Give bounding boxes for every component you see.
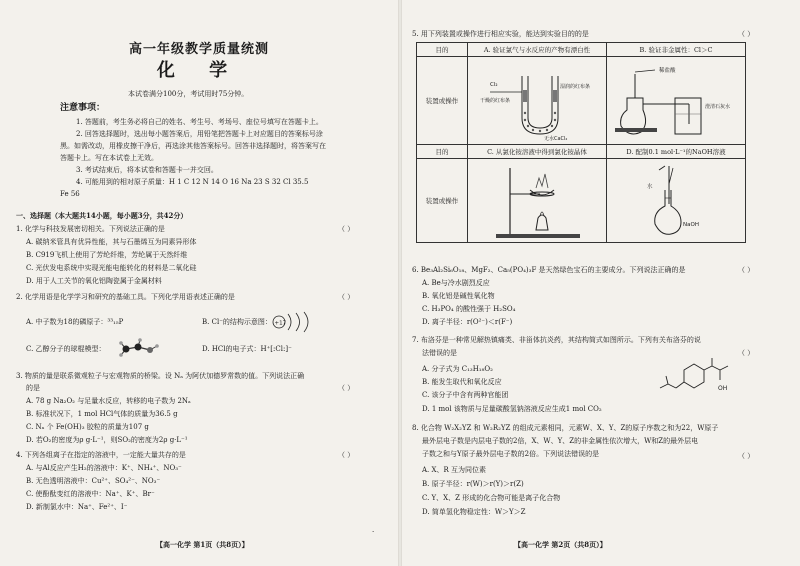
q5-option-a: A. 验证氯气与水反应的产物有漂白性 [468,43,607,57]
row-label-purpose: 目的 [417,145,468,159]
exam-title: 高一年级教学质量统测 [128,42,269,57]
page-footer-left: 【高一化学 第1页（共8页）】 [156,540,249,549]
q3-stem-cont: 的是 [26,384,40,392]
q4-option-a: A. 与Al反应产生H₂的溶液中：K⁺、NH₄⁺、NO₃⁻ [26,464,182,472]
q7-stem-cont: 法错误的是 [422,349,457,357]
q6-stem: 6. Be₃Al₂Si₆O₁₈、MgF₂、Ca₅(PO₄)₃F 是天然绿色宝石的主要成分。下列说法正确的是 [412,266,686,274]
q4-option-d: D. 新制氯水中：Na⁺、Fe²⁺、I⁻ [26,503,128,511]
q2-stem: 2. 化学用语是化学学习和研究的基础工具。下列化学用语表述正确的是 [16,293,235,301]
q7-option-d: D. 1 mol 该物质与足量碳酸氢钠溶液反应生成1 mol CO₂ [422,405,602,413]
volumetric-flask-apparatus [609,160,743,240]
q7-answer-paren[interactable]: （ ） [738,349,755,357]
q5-stem: 5. 用下列装置或操作进行相应实验，能达到实验目的的是 [412,30,589,38]
u-tube-apparatus [470,58,604,142]
q7-stem: 7. 布洛芬是一种常见解热镇痛类、非甾体抗炎药，其结构简式如图所示。下列有关布洛芬的说 [412,336,701,344]
chlorine-ion-diagram [270,311,322,333]
q6-option-b: B. 氧化铝是碱性氧化物 [422,292,495,300]
q1-option-b: B. C919飞机上使用了芳纶纤维，芳纶属于天然纤维 [26,251,188,259]
q1-option-d: D. 用于人工关节的氧化铝陶瓷属于金属材料 [26,277,162,285]
q6-answer-paren[interactable]: （ ） [738,266,755,274]
q8-stem-line2: 最外层电子数是内层电子数的2倍，X、W、Y、Z的非金属性依次增大，W和Z的最外层电 [422,437,699,445]
q8-answer-paren[interactable]: （ ） [738,452,755,460]
page-2 [402,0,800,566]
q4-option-c: C. 使酚酞变红的溶液中：Na⁺、K⁺、Br⁻ [26,490,155,498]
q4-answer-paren[interactable]: （ ） [338,451,355,459]
note-line: 4. 可能用到的相对原子质量：H 1 C 12 N 14 O 16 Na 23 S 32 Cl 35.5 [76,178,309,186]
q6-option-d: D. 离子半径：r(O²⁻)＜r(F⁻) [422,318,513,326]
q1-stem: 1. 化学与科技发展密切相关。下列说法正确的是 [16,225,165,233]
dry-cloth-label: 干燥的红布条 [480,97,511,104]
q2-option-d: D. HCl的电子式：H⁺[:Cl:]⁻ [202,345,292,353]
ibuprofen-structure [654,358,738,398]
ethanol-ball-stick-model [118,338,162,358]
q8-option-a: A. X、R 互为同位素 [422,466,486,474]
note-line: 1. 答题前，考生务必将自己的姓名、考生号、考场号、座位号填写在答题卡上。 [76,118,323,126]
q5-apparatus-a [468,57,607,145]
q8-stem-line1: 8. 化合物 W₂X₂YZ 和 W₂R₂YZ 的组成元素相同，元素W、X、Y、Z的原子序数之和为22，W原子 [412,424,719,432]
q2-option-c: C. 乙醇分子的球棍模型： [26,345,106,353]
q4-option-b: B. 无色透明溶液中：Cu²⁺、SO₄²⁻、NO₃⁻ [26,477,161,485]
q2-option-b: B. Cl⁻的结构示意图： [202,318,272,326]
q8-stem-line3: 子数之和与Y原子最外层电子数的2倍。下列说法错误的是 [422,450,600,458]
water-label: 水 [647,183,653,190]
q6-option-a: A. Be与冷水剧烈反应 [422,279,490,287]
q1-answer-paren[interactable]: （ ） [338,225,355,233]
wet-cloth-label: 湿润的红布条 [560,83,591,90]
q8-option-c: C. Y、X、Z 形成的化合物可能是离子化合物 [422,494,561,502]
section-heading: 一、选择题（本大题共14小题，每小题3分，共42分） [16,211,188,220]
row-label-purpose: 目的 [417,43,468,57]
svg-text:+17: +17 [274,320,287,327]
q5-option-d: D. 配制0.1 mol·L⁻¹的NaOH溶液 [607,145,746,159]
oh-label: OH [718,385,728,392]
q5-apparatus-b [607,57,746,145]
q3-option-d: D. 若O₂的密度为ρ g·L⁻¹，则SO₂的密度为2ρ g·L⁻¹ [26,436,188,444]
q8-option-b: B. 原子半径：r(W)＞r(Y)＞r(Z) [422,480,524,488]
subject-title: 化 学 [156,60,242,81]
row-label-setup: 装置或操作 [417,57,468,145]
hcl-label: 稀盐酸 [659,67,676,74]
q5-option-c: C. 从氯化铵溶液中得到氯化铵晶体 [468,145,607,159]
q5-experiment-table [416,42,746,243]
q2-option-a: A. 中子数为18的磷原子：³³₁₅P [26,318,124,326]
q3-answer-paren[interactable]: （ ） [338,384,355,392]
page-1 [0,0,398,566]
q2-answer-paren[interactable]: （ ） [338,293,355,301]
q3-option-a: A. 78 g Na₂O₂ 与足量水反应，转移的电子数为 2Nₐ [26,397,191,405]
q7-option-a: A. 分子式为 C₁₃H₁₈O₂ [422,365,493,373]
note-line: 答题卡上。写在本试卷上无效。 [60,154,158,162]
note-line: 2. 回答选择题时，选出每小题答案后，用铅笔把答题卡上对应题目的答案标号涂 [76,130,323,138]
q8-option-d: D. 简单氢化物稳定性：W＞Y＞Z [422,508,526,516]
q5-apparatus-d [607,159,746,243]
q5-option-b: B. 验证非金属性：Cl＞C [607,43,746,57]
q3-stem: 3. 物质的量是联系微观粒子与宏观物质的桥梁。设 Nₐ 为阿伏加德罗常数的值。下列说法正确 [16,372,305,380]
q7-option-b: B. 能发生取代和氧化反应 [422,378,502,386]
row-label-setup: 装置或操作 [417,159,468,243]
cacl2-label: 无水CaCl₂ [544,135,568,142]
exam-meta: 本试卷满分100分，考试用时75分钟。 [128,90,249,98]
q6-option-c: C. H₃PO₄ 的酸性强于 H₂SO₄ [422,305,516,313]
q3-option-b: B. 标准状况下，1 mol HCl气体的质量为36.5 g [26,410,178,418]
q1-option-c: C. 光伏发电系统中实现光能电能转化的材料是二氧化硅 [26,264,197,272]
q5-answer-paren[interactable]: （ ） [738,30,755,38]
cl2-label: Cl₂ [490,81,498,88]
page-footer-right: 【高一化学 第2页（共8页）】 [514,540,607,549]
q3-option-c: C. Nₐ 个 Fe(OH)₃ 胶粒的质量为107 g [26,423,149,431]
notes-heading: 注意事项： [60,103,106,113]
note-line: 3. 考试结束后，将本试卷和答题卡一并交回。 [76,166,218,174]
q7-option-c: C. 该分子中含有两种官能团 [422,391,509,399]
limewater-label: 澄清石灰水 [705,103,731,110]
page-dot: · [372,528,375,536]
q5-apparatus-c [468,159,607,243]
note-line: 黑。如需改动，用橡皮擦干净后，再选涂其他答案标号。回答非选择题时，将答案写在 [60,142,326,150]
evaporation-apparatus [470,160,604,240]
note-line: Fe 56 [60,190,80,198]
q1-option-a: A. 碳纳米管具有优异性能，其与石墨烯互为同素异形体 [26,238,197,246]
q4-stem: 4. 下列各组离子在指定的溶液中，一定能大量共存的是 [16,451,186,459]
carbonate-acid-apparatus [609,58,743,142]
naoh-label: NaOH [683,221,699,228]
